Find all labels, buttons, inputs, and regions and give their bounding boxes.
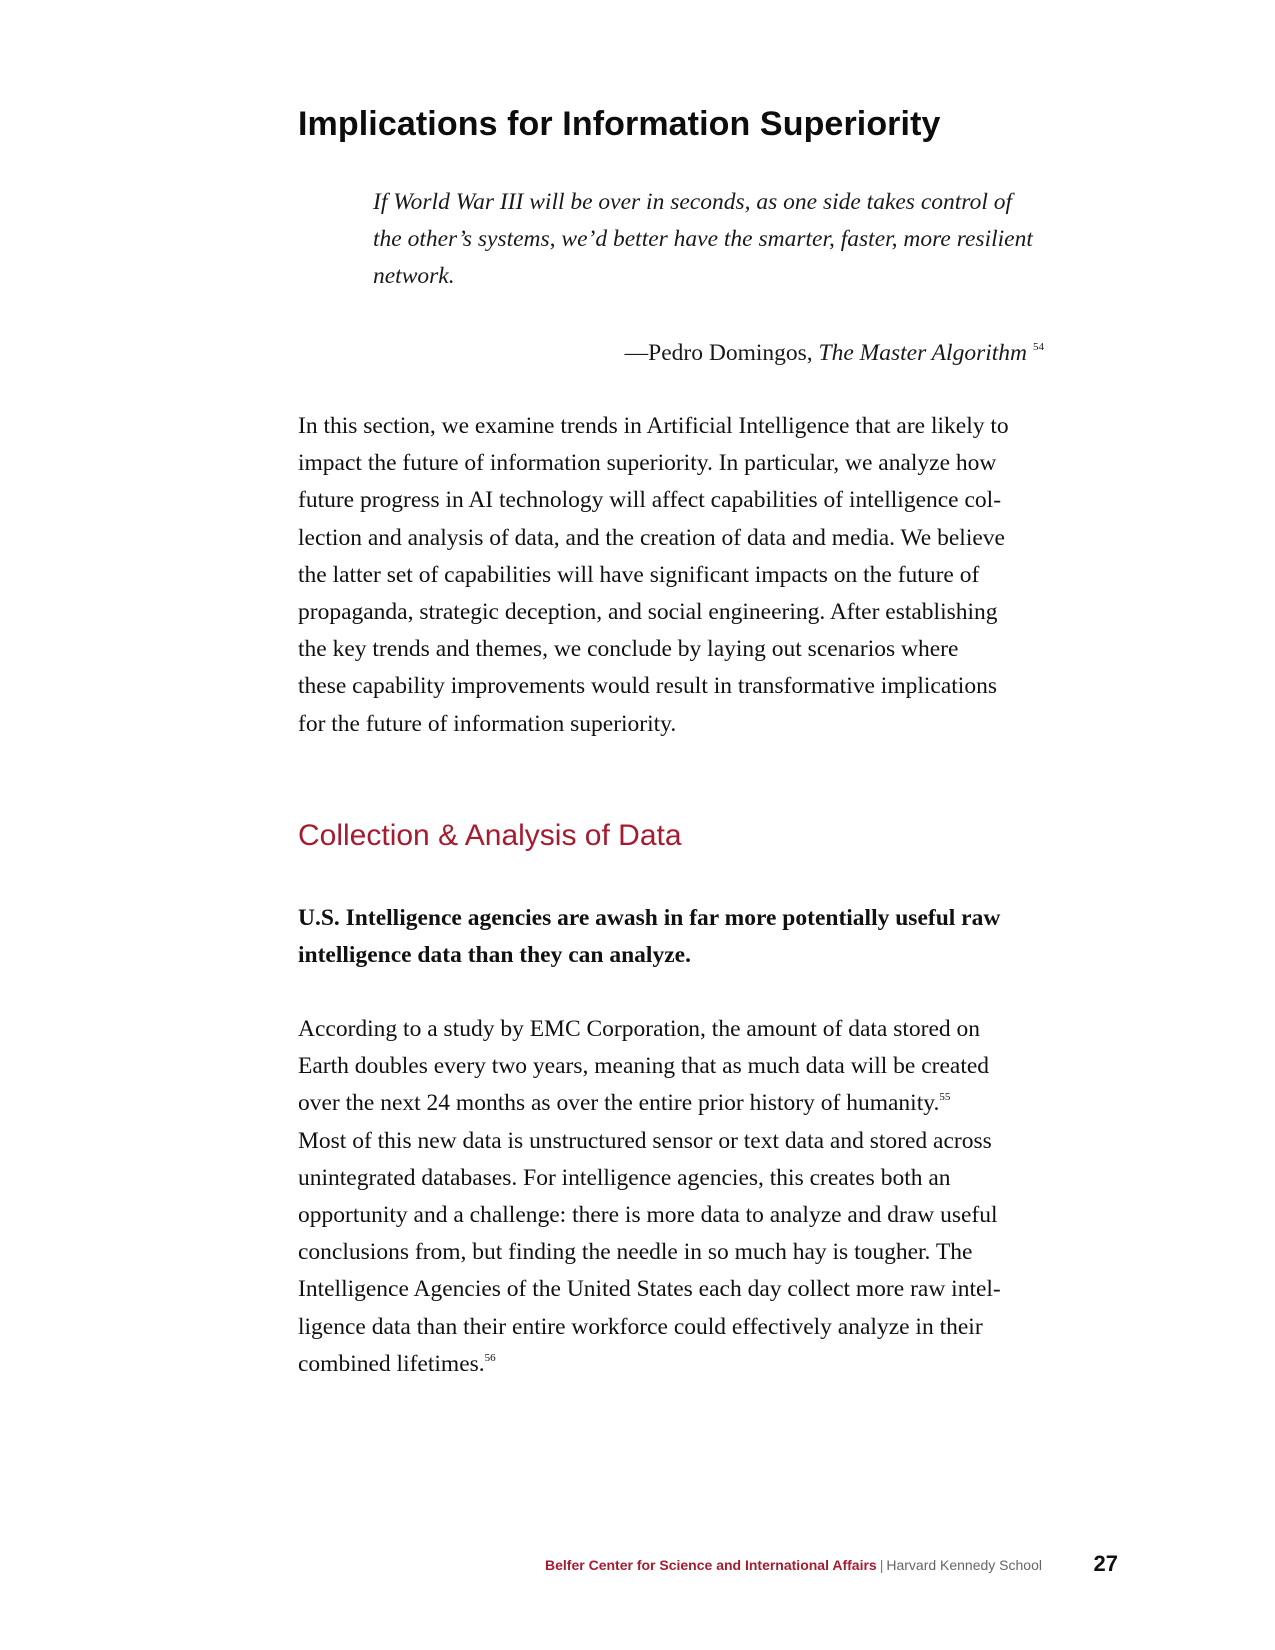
paragraph-line [298, 1346, 1048, 1383]
footnote-marker: 56 [484, 1351, 496, 1364]
paragraph-line: intelligence data than they can analyze. [298, 942, 691, 969]
section-lead-statement [298, 900, 1048, 974]
epigraph-line: If World War III will be over in seconds, as one side takes control of [373, 189, 1012, 215]
paragraph-line: the key trends and themes, we conclude by laying out scenarios where [298, 636, 959, 663]
paragraph-text: combined lifetimes. [298, 1350, 485, 1377]
footer-separator: | [879, 1557, 884, 1573]
epigraph-line: the other’s systems, we’d better have the smarter, faster, more resilient [373, 226, 1033, 252]
paragraph-line: opportunity and a challenge: there is more data to analyze and draw useful [298, 1202, 998, 1229]
footnote-marker: 55 [939, 1091, 951, 1104]
paragraph-line: ligence data than their entire workforce could effectively analyze in their [298, 1313, 983, 1340]
section-title: Collection & Analysis of Data [298, 819, 682, 852]
paragraph-line: According to a study by EMC Corporation, the amount of data stored on [298, 1016, 981, 1042]
section-paragraph [298, 1011, 1048, 1383]
page-heading: Implications for Information Superiority [298, 105, 941, 143]
paragraph-line: the latter set of capabilities will have significant impacts on the future of [298, 561, 980, 588]
footnote-marker: 54 [1033, 341, 1044, 353]
paragraph-line: Earth doubles every two years, meaning that as much data will be created [298, 1053, 990, 1080]
paragraph-line: unintegrated databases. For intelligence agencies, this creates both an [298, 1164, 951, 1191]
paragraph-text: over the next 24 months as over the entire prior history of humanity. [298, 1090, 940, 1117]
paragraph-line: for the future of information superiority. [298, 710, 677, 737]
epigraph-attribution [625, 335, 1044, 372]
paragraph-line: Intelligence Agencies of the United States each day collect more raw intel- [298, 1276, 1001, 1303]
paragraph-line: impact the future of information superiority. In particular, we analyze how [298, 450, 997, 477]
epigraph-quote [373, 184, 1043, 295]
footer-organization: Belfer Center for Science and International Affairs [545, 1557, 877, 1573]
paragraph-line: In this section, we examine trends in Artificial Intelligence that are likely to [298, 413, 1009, 439]
footer-school: Harvard Kennedy School [886, 1557, 1042, 1573]
paragraph-line: lection and analysis of data, and the creation of data and media. We believe [298, 524, 1005, 551]
page-footer [545, 1555, 1042, 1575]
paragraph-line: these capability improvements would result in transformative implications [298, 673, 997, 700]
paragraph-line: future progress in AI technology will affect capabilities of intelligence col- [298, 487, 1002, 514]
intro-paragraph [298, 408, 1048, 743]
paragraph-line: U.S. Intelligence agencies are awash in far more potentially useful raw [298, 905, 1001, 931]
paragraph-line: conclusions from, but finding the needle in so much hay is tougher. The [298, 1239, 973, 1266]
paragraph-line: Most of this new data is unstructured sensor or text data and stored across [298, 1127, 992, 1154]
paragraph-line: propaganda, strategic deception, and social engineering. After establishing [298, 599, 998, 626]
page-number: 27 [1093, 1551, 1118, 1576]
epigraph-line: network. [373, 263, 455, 289]
attribution-author: —Pedro Domingos, [624, 340, 819, 366]
paragraph-line [298, 1085, 1048, 1122]
attribution-book-title: The Master Algorithm [818, 340, 1027, 366]
